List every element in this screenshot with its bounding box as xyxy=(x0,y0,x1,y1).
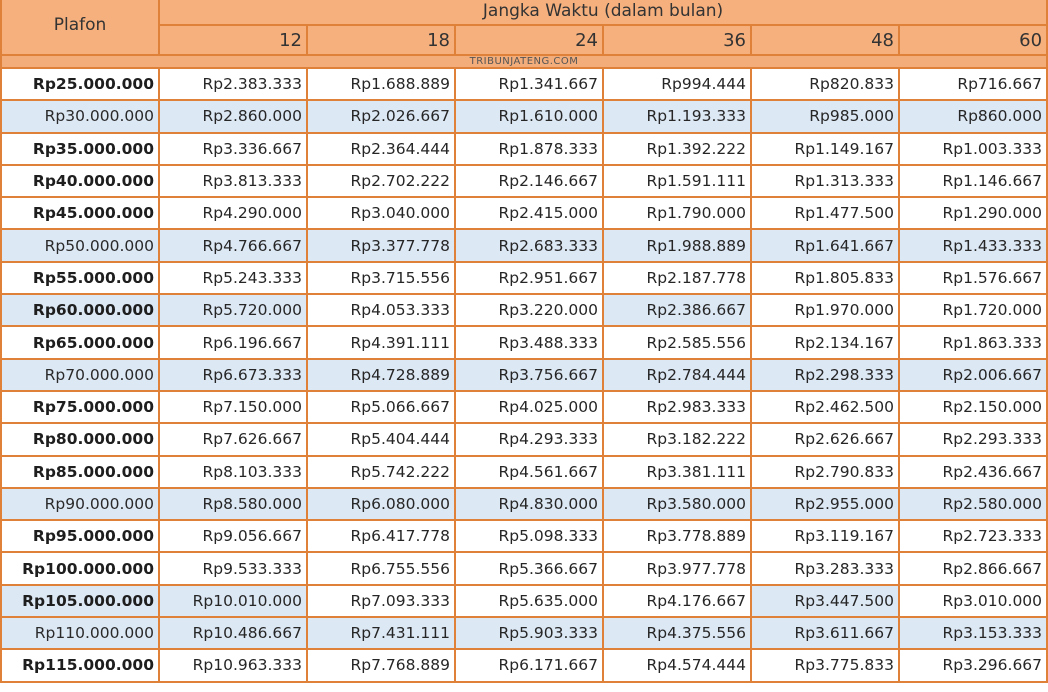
installment-cell: Rp3.220.000 xyxy=(455,294,603,326)
installment-cell: Rp4.830.000 xyxy=(455,488,603,520)
table-row xyxy=(1,326,1047,358)
installment-cell: Rp5.404.444 xyxy=(307,423,455,455)
installment-cell: Rp4.561.667 xyxy=(455,456,603,488)
installment-cell: Rp3.715.556 xyxy=(307,262,455,294)
table-row xyxy=(1,617,1047,649)
installment-cell: Rp2.951.667 xyxy=(455,262,603,294)
installment-cell: Rp2.383.333 xyxy=(159,68,307,100)
installment-cell: Rp1.720.000 xyxy=(899,294,1047,326)
installment-cell: Rp3.182.222 xyxy=(603,423,751,455)
table-row xyxy=(1,456,1047,488)
installment-cell: Rp2.386.667 xyxy=(603,294,751,326)
installment-cell: Rp5.366.667 xyxy=(455,552,603,584)
table-row xyxy=(1,100,1047,132)
installment-cell: Rp4.293.333 xyxy=(455,423,603,455)
installment-cell: Rp4.391.111 xyxy=(307,326,455,358)
installment-cell: Rp8.103.333 xyxy=(159,456,307,488)
installment-cell: Rp3.611.667 xyxy=(751,617,899,649)
plafon-cell: Rp45.000.000 xyxy=(1,197,159,229)
plafon-cell: Rp115.000.000 xyxy=(1,649,159,681)
plafon-cell: Rp110.000.000 xyxy=(1,617,159,649)
plafon-cell: Rp55.000.000 xyxy=(1,262,159,294)
plafon-cell: Rp65.000.000 xyxy=(1,326,159,358)
installment-cell: Rp1.591.111 xyxy=(603,165,751,197)
plafon-cell: Rp85.000.000 xyxy=(1,456,159,488)
plafon-cell: Rp75.000.000 xyxy=(1,391,159,423)
installment-cell: Rp2.784.444 xyxy=(603,359,751,391)
installment-cell: Rp2.462.500 xyxy=(751,391,899,423)
plafon-cell: Rp60.000.000 xyxy=(1,294,159,326)
plafon-cell: Rp95.000.000 xyxy=(1,520,159,552)
installment-cell: Rp4.176.667 xyxy=(603,585,751,617)
term-header-60: 60 xyxy=(899,25,1047,55)
installment-cell: Rp2.983.333 xyxy=(603,391,751,423)
plafon-cell: Rp105.000.000 xyxy=(1,585,159,617)
installment-cell: Rp5.903.333 xyxy=(455,617,603,649)
installment-cell: Rp3.377.778 xyxy=(307,229,455,261)
installment-cell: Rp3.153.333 xyxy=(899,617,1047,649)
table-body xyxy=(1,68,1047,682)
installment-cell: Rp1.641.667 xyxy=(751,229,899,261)
installment-cell: Rp7.431.111 xyxy=(307,617,455,649)
installment-cell: Rp4.574.444 xyxy=(603,649,751,681)
term-header-24: 24 xyxy=(455,25,603,55)
table-row xyxy=(1,133,1047,165)
term-header-12: 12 xyxy=(159,25,307,55)
installment-cell: Rp6.171.667 xyxy=(455,649,603,681)
installment-cell: Rp6.755.556 xyxy=(307,552,455,584)
installment-cell: Rp2.150.000 xyxy=(899,391,1047,423)
installment-cell: Rp3.040.000 xyxy=(307,197,455,229)
installment-cell: Rp1.970.000 xyxy=(751,294,899,326)
installment-cell: Rp1.433.333 xyxy=(899,229,1047,261)
installment-cell: Rp1.863.333 xyxy=(899,326,1047,358)
installment-cell: Rp6.417.778 xyxy=(307,520,455,552)
installment-cell: Rp2.298.333 xyxy=(751,359,899,391)
installment-cell: Rp3.010.000 xyxy=(899,585,1047,617)
table-row xyxy=(1,391,1047,423)
installment-cell: Rp716.667 xyxy=(899,68,1047,100)
plafon-cell: Rp50.000.000 xyxy=(1,229,159,261)
installment-cell: Rp1.805.833 xyxy=(751,262,899,294)
installment-cell: Rp2.723.333 xyxy=(899,520,1047,552)
installment-cell: Rp2.364.444 xyxy=(307,133,455,165)
installment-cell: Rp8.580.000 xyxy=(159,488,307,520)
installment-cell: Rp1.576.667 xyxy=(899,262,1047,294)
table-row xyxy=(1,68,1047,100)
installment-cell: Rp6.673.333 xyxy=(159,359,307,391)
installment-cell: Rp994.444 xyxy=(603,68,751,100)
installment-cell: Rp2.436.667 xyxy=(899,456,1047,488)
installment-cell: Rp3.283.333 xyxy=(751,552,899,584)
installment-cell: Rp2.585.556 xyxy=(603,326,751,358)
installment-cell: Rp2.146.667 xyxy=(455,165,603,197)
installment-cell: Rp7.768.889 xyxy=(307,649,455,681)
table-row xyxy=(1,520,1047,552)
installment-cell: Rp10.963.333 xyxy=(159,649,307,681)
table-row xyxy=(1,649,1047,681)
installment-cell: Rp1.313.333 xyxy=(751,165,899,197)
installment-cell: Rp2.790.833 xyxy=(751,456,899,488)
table-row xyxy=(1,294,1047,326)
installment-cell: Rp5.720.000 xyxy=(159,294,307,326)
installment-cell: Rp3.775.833 xyxy=(751,649,899,681)
installment-cell: Rp3.813.333 xyxy=(159,165,307,197)
installment-cell: Rp2.702.222 xyxy=(307,165,455,197)
installment-cell: Rp2.187.778 xyxy=(603,262,751,294)
installment-cell: Rp2.866.667 xyxy=(899,552,1047,584)
installment-cell: Rp1.610.000 xyxy=(455,100,603,132)
installment-cell: Rp5.243.333 xyxy=(159,262,307,294)
term-header-36: 36 xyxy=(603,25,751,55)
installment-cell: Rp3.447.500 xyxy=(751,585,899,617)
installment-cell: Rp2.580.000 xyxy=(899,488,1047,520)
installment-cell: Rp1.988.889 xyxy=(603,229,751,261)
plafon-cell: Rp100.000.000 xyxy=(1,552,159,584)
installment-cell: Rp5.635.000 xyxy=(455,585,603,617)
plafon-cell: Rp70.000.000 xyxy=(1,359,159,391)
installment-cell: Rp2.134.167 xyxy=(751,326,899,358)
installment-cell: Rp2.026.667 xyxy=(307,100,455,132)
installment-cell: Rp4.290.000 xyxy=(159,197,307,229)
installment-cell: Rp2.293.333 xyxy=(899,423,1047,455)
term-header-48: 48 xyxy=(751,25,899,55)
plafon-cell: Rp90.000.000 xyxy=(1,488,159,520)
plafon-cell: Rp35.000.000 xyxy=(1,133,159,165)
installment-cell: Rp3.756.667 xyxy=(455,359,603,391)
installment-cell: Rp1.477.500 xyxy=(751,197,899,229)
installment-cell: Rp4.375.556 xyxy=(603,617,751,649)
plafon-cell: Rp25.000.000 xyxy=(1,68,159,100)
installment-cell: Rp1.392.222 xyxy=(603,133,751,165)
installment-cell: Rp4.766.667 xyxy=(159,229,307,261)
installment-cell: Rp1.149.167 xyxy=(751,133,899,165)
table-row xyxy=(1,585,1047,617)
plafon-cell: Rp40.000.000 xyxy=(1,165,159,197)
installment-cell: Rp4.053.333 xyxy=(307,294,455,326)
installment-cell: Rp5.098.333 xyxy=(455,520,603,552)
installment-cell: Rp1.688.889 xyxy=(307,68,455,100)
installment-cell: Rp2.006.667 xyxy=(899,359,1047,391)
term-header-18: 18 xyxy=(307,25,455,55)
plafon-header: Plafon xyxy=(1,0,159,55)
installment-cell: Rp1.341.667 xyxy=(455,68,603,100)
table-row xyxy=(1,165,1047,197)
installment-cell: Rp3.119.167 xyxy=(751,520,899,552)
installment-cell: Rp3.580.000 xyxy=(603,488,751,520)
installment-cell: Rp3.488.333 xyxy=(455,326,603,358)
installment-cell: Rp985.000 xyxy=(751,100,899,132)
installment-cell: Rp1.290.000 xyxy=(899,197,1047,229)
installment-cell: Rp7.093.333 xyxy=(307,585,455,617)
header-row-top xyxy=(1,0,1047,25)
installment-cell: Rp6.080.000 xyxy=(307,488,455,520)
installment-cell: Rp10.010.000 xyxy=(159,585,307,617)
installment-cell: Rp1.003.333 xyxy=(899,133,1047,165)
installment-cell: Rp10.486.667 xyxy=(159,617,307,649)
installment-cell: Rp9.533.333 xyxy=(159,552,307,584)
table-row xyxy=(1,488,1047,520)
watermark-row xyxy=(1,55,1047,68)
plafon-cell: Rp80.000.000 xyxy=(1,423,159,455)
plafon-cell: Rp30.000.000 xyxy=(1,100,159,132)
installment-cell: Rp7.150.000 xyxy=(159,391,307,423)
installment-cell: Rp2.860.000 xyxy=(159,100,307,132)
installment-cell: Rp4.025.000 xyxy=(455,391,603,423)
table-row xyxy=(1,262,1047,294)
installment-cell: Rp2.415.000 xyxy=(455,197,603,229)
installment-cell: Rp860.000 xyxy=(899,100,1047,132)
installment-cell: Rp1.146.667 xyxy=(899,165,1047,197)
installment-cell: Rp3.381.111 xyxy=(603,456,751,488)
installment-cell: Rp3.778.889 xyxy=(603,520,751,552)
table-row xyxy=(1,197,1047,229)
installment-cell: Rp6.196.667 xyxy=(159,326,307,358)
table-row xyxy=(1,552,1047,584)
installment-cell: Rp5.742.222 xyxy=(307,456,455,488)
watermark-text: TRIBUNJATENG.COM xyxy=(1,55,1047,68)
installment-cell: Rp5.066.667 xyxy=(307,391,455,423)
installment-cell: Rp2.683.333 xyxy=(455,229,603,261)
installment-cell: Rp3.977.778 xyxy=(603,552,751,584)
table-row xyxy=(1,359,1047,391)
installment-cell: Rp3.336.667 xyxy=(159,133,307,165)
installment-cell: Rp1.878.333 xyxy=(455,133,603,165)
installment-cell: Rp2.626.667 xyxy=(751,423,899,455)
table-row xyxy=(1,229,1047,261)
installment-cell: Rp2.955.000 xyxy=(751,488,899,520)
installment-cell: Rp4.728.889 xyxy=(307,359,455,391)
installment-cell: Rp3.296.667 xyxy=(899,649,1047,681)
term-span-header: Jangka Waktu (dalam bulan) xyxy=(159,0,1047,25)
installment-cell: Rp1.790.000 xyxy=(603,197,751,229)
table-row xyxy=(1,423,1047,455)
installment-cell: Rp1.193.333 xyxy=(603,100,751,132)
installment-cell: Rp9.056.667 xyxy=(159,520,307,552)
installment-cell: Rp7.626.667 xyxy=(159,423,307,455)
installment-cell: Rp820.833 xyxy=(751,68,899,100)
